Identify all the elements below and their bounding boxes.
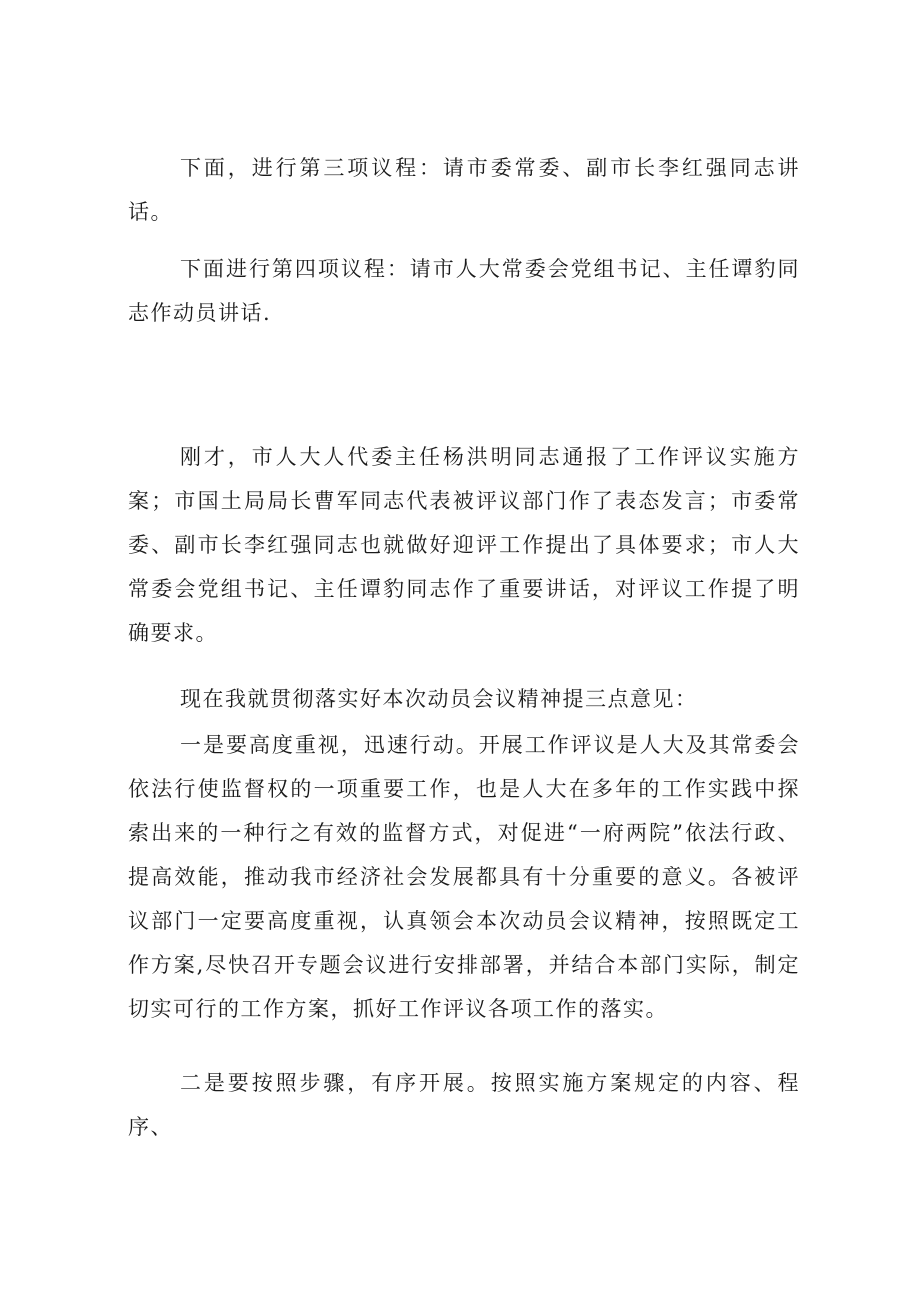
paragraph-agenda-item-four: 下面进行第四项议程：请市人大常委会党组书记、主任谭豹同志作动员讲话.	[128, 257, 800, 325]
paragraph-point-one: 一是要高度重视，迅速行动。开展工作评议是人大及其常委会依法行使监督权的一项重要工作，也是人大在多年的工作实践中探索出来的一种行之有效的监督方式，对促进“一府两院”依法行政、提高效能，推动我市经济社会发展都具有十分重要的意义。各被评议部门一定要高度重视，认真领会本次动员会议精神，按照既定工作方案,尽快召开专题会议进行安排部署，并结合本部门实际，制定切实可行的工作方案，抓好工作评议各项工作的落实。	[128, 733, 800, 1021]
paragraph-three-points-intro: 现在我就贯彻落实好本次动员会议精神提三点意见：	[180, 687, 698, 711]
paragraph-agenda-item-three: 下面，进行第三项议程：请市委常委、副市长李红强同志讲话。	[128, 156, 800, 224]
paragraph-point-two: 二是要按照步骤，有序开展。按照实施方案规定的内容、程序、	[128, 1071, 800, 1139]
paragraph-meeting-summary: 刚才，市人大人代委主任杨洪明同志通报了工作评议实施方案；市国土局局长曹军同志代表被评议部门作了表态发言；市委常委、副市长李红强同志也就做好迎评工作提出了具体要求；市人大常委会党组书记、主任谭豹同志作了重要讲话，对评议工作提了明确要求。	[128, 445, 800, 645]
